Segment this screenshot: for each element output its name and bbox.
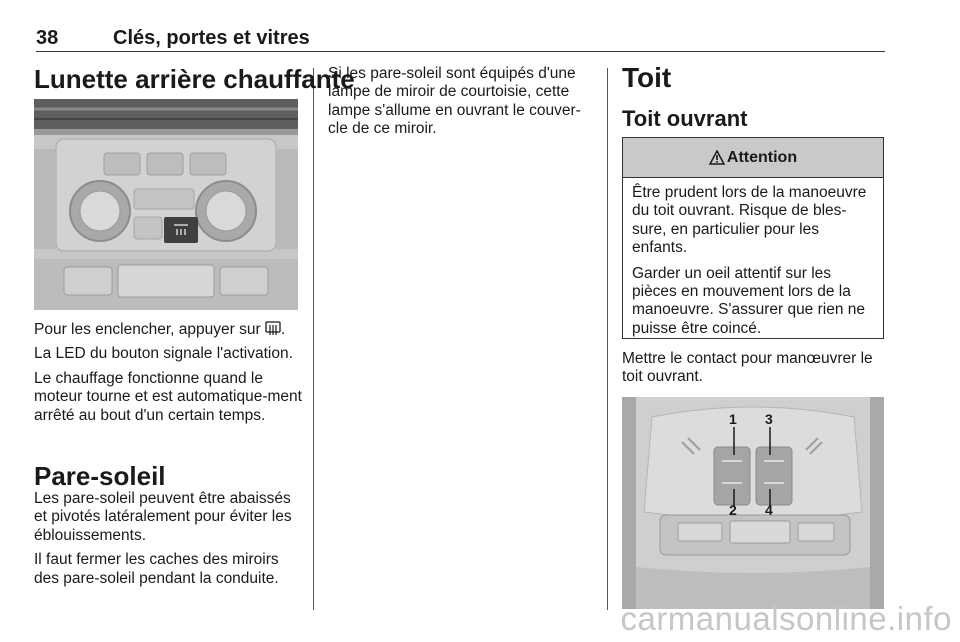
paragraph-text: Pour les enclencher, appuyer sur	[34, 321, 265, 338]
column-2-text	[328, 65, 596, 139]
paragraph-text-end: .	[280, 321, 286, 338]
header-rule	[36, 51, 885, 52]
paragraph: Mettre le contact pour manœuvrer le toit ouvrant.	[622, 350, 873, 386]
watermark: carmanualsonline.info	[620, 600, 952, 637]
paragraph: Être prudent lors de la manoeuvre du toit ouvrant. Risque de bles-sure, en particulier pour les enfants.	[632, 184, 867, 257]
paragraph	[34, 320, 302, 339]
callout-3: 3	[765, 411, 773, 427]
sunroof-switch-image	[622, 397, 884, 609]
page-number: 38	[36, 27, 59, 49]
running-title: Clés, portes et vitres	[113, 27, 310, 49]
heading-roof: Toit	[622, 62, 672, 93]
attention-header	[623, 138, 883, 178]
warning-icon	[709, 150, 725, 165]
paragraph: Garder un oeil attentif sur les pièces en mouvement lors de la manoeuvre. S'assurer que rien ne puisse être coincé.	[632, 264, 866, 337]
paragraph: Si les pare-soleil sont équipés d'une lampe de miroir de courtoisie, cette lampe s'allume en ouvrant le couver-cle de ce miroir.	[328, 65, 581, 138]
callout-2: 2	[729, 502, 737, 518]
column-3-text	[622, 350, 887, 387]
column-divider	[607, 68, 608, 610]
attention-body	[623, 178, 883, 338]
dashboard-controls-image	[34, 99, 298, 310]
heading-sun-visors: Pare-soleil	[34, 461, 166, 491]
heading-rear-window-heating: Lunette arrière chauffante	[34, 64, 355, 94]
attention-title: Attention	[726, 148, 798, 166]
column-1-text-b	[34, 490, 302, 588]
paragraph: Les pare-soleil peuvent être abaissés et pivotés latéralement pour éviter les éblouissements.	[34, 490, 292, 544]
rear-defrost-icon	[265, 320, 281, 336]
column-divider	[313, 68, 314, 610]
column-1-text	[34, 320, 302, 425]
paragraph: Le chauffage fonctionne quand le moteur tourne et est automatique-ment arrêté au bout d'un certain temps.	[34, 369, 302, 424]
callout-1: 1	[729, 411, 737, 427]
callout-4: 4	[765, 502, 773, 518]
attention-box	[622, 137, 884, 339]
paragraph: La LED du bouton signale l'activation.	[34, 345, 293, 363]
paragraph: Il faut fermer les caches des miroirs des pare-soleil pendant la conduite.	[34, 551, 279, 587]
heading-sunroof: Toit ouvrant	[622, 106, 748, 131]
